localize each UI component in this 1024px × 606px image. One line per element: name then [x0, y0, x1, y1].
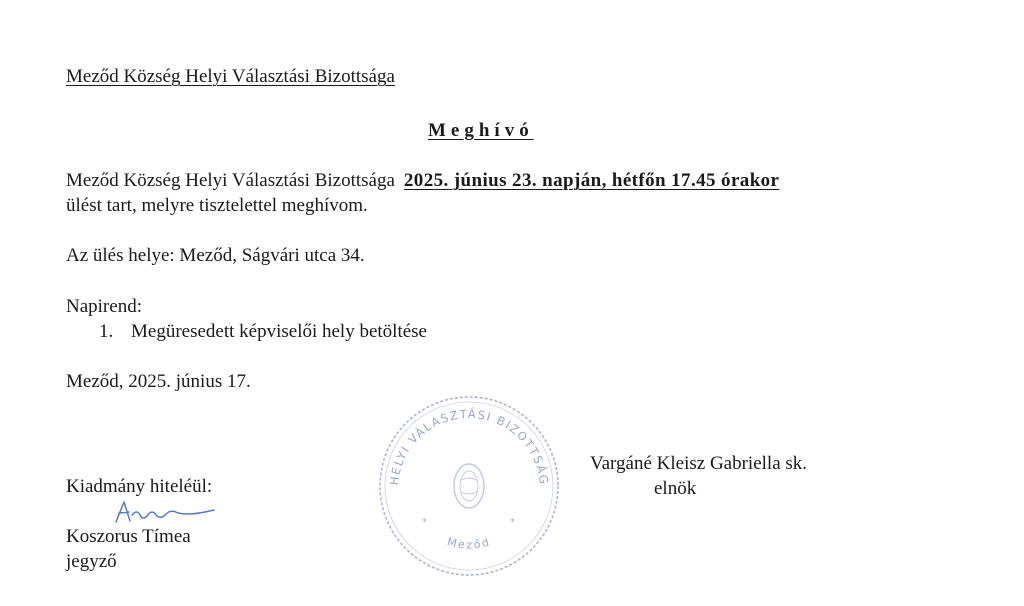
- handwritten-signature: [110, 496, 218, 526]
- signer-role: elnök: [654, 478, 697, 499]
- official-stamp: [376, 393, 562, 579]
- stamp-star-right: *: [510, 517, 515, 528]
- agenda-item-number: 1.: [99, 321, 114, 342]
- intro-line-2: ülést tart, melyre tisztelettel meghívom.: [66, 195, 368, 216]
- attestation-name: Koszorus Tímea: [66, 526, 191, 547]
- committee-header: Meződ Község Helyi Választási Bizottsága: [66, 66, 395, 87]
- stamp-star-left: *: [422, 517, 427, 528]
- agenda-label: Napirend:: [66, 296, 142, 317]
- attestation-role: jegyző: [66, 551, 117, 572]
- attestation-label: Kiadmány hiteléül:: [66, 476, 213, 497]
- stamp-top-text: HELYI VÁLASZTÁSI BIZOTTSÁG: [386, 406, 552, 487]
- place-and-date: Meződ, 2025. június 17.: [66, 371, 251, 392]
- svg-text:Meződ: [446, 535, 493, 551]
- signer-name: Vargáné Kleisz Gabriella sk.: [590, 453, 808, 474]
- stamp-bottom-text: Meződ: [445, 535, 493, 552]
- intro-line-1: [66, 170, 779, 192]
- document-title: Meghívó: [428, 120, 534, 141]
- meeting-location: Az ülés helye: Meződ, Ságvári utca 34.: [66, 245, 365, 266]
- agenda-item-text: Megüresedett képviselői hely betöltése: [131, 321, 427, 342]
- intro-prefix: Meződ Község Helyi Választási Bizottsága: [66, 170, 395, 191]
- coat-of-arms-icon: [454, 464, 484, 508]
- meeting-date: 2025. június 23. napján, hétfőn 17.45 órakor: [403, 170, 780, 191]
